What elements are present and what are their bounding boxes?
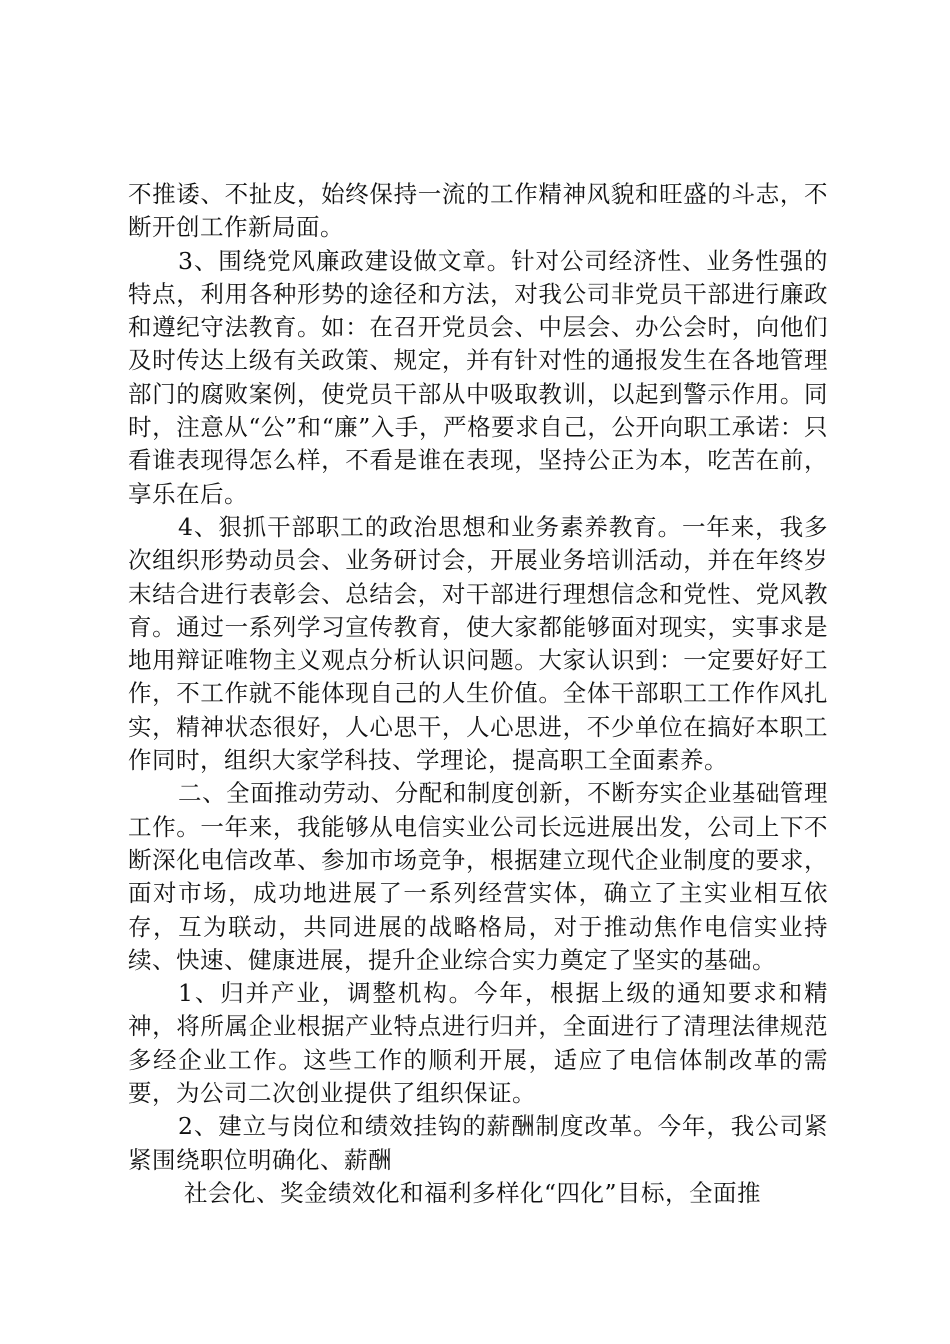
document-body — [128, 178, 828, 1210]
paragraph-item-4: 4、狠抓干部职工的政治思想和业务素养教育。一年来，我多次组织形势动员会、业务研讨会，开展业务培训活动，并在年终岁末结合进行表彰会、总结会，对干部进行理想信念和党性、党风教育。通过一系列学习宣传教育，使大家都能够面对现实，实事求是地用辩证唯物主义观点分析认识问题。大家认识到：一定要好好工作，不工作就不能体现自己的人生价值。全体干部职工工作作风扎实，精神状态很好，人心思干，人心思进，不少单位在搞好本职工作同时，组织大家学科技、学理论，提高职工全面素养。 — [128, 512, 828, 775]
paragraph-continuation: 不推诿、不扯皮，始终保持一流的工作精神风貌和旺盛的斗志，不断开创工作新局面。 — [128, 180, 828, 242]
paragraph-subitem-1: 1、归并产业，调整机构。今年，根据上级的通知要求和精神，将所属企业根据产业特点进行归并，全面进行了清理法律规范多经企业工作。这些工作的顺利开展，适应了电信体制改革的需要，为公司二次创业提供了组织保证。 — [128, 979, 828, 1108]
paragraph-section-2: 二、全面推动劳动、分配和制度创新，不断夯实企业基础管理工作。一年来，我能够从电信实业公司长远进展出发，公司上下不断深化电信改革、参加市场竞争，根据建立现代企业制度的要求，面对市场，成功地进展了一系列经营实体，确立了主实业相互依存，互为联动，共同进展的战略格局，对于推动焦作电信实业持续、快速、健康进展，提升企业综合实力奠定了坚实的基础。 — [128, 779, 828, 974]
paragraph-subitem-2: 2、建立与岗位和绩效挂钩的薪酬制度改革。今年，我公司紧紧围绕职位明确化、薪酬 — [128, 1112, 828, 1174]
paragraph-item-3: 3、围绕党风廉政建设做文章。针对公司经济性、业务性强的特点，利用各种形势的途径和方法，对我公司非党员干部进行廉政和遵纪守法教育。如：在召开党员会、中层会、办公会时，向他们及时传达上级有关政策、规定，并有针对性的通报发生在各地管理部门的腐败案例，使党员干部从中吸取教训，以起到警示作用。同时，注意从“公”和“廉”入手，严格要求自己，公开向职工承诺：只看谁表现得怎么样，不看是谁在表现，坚持公正为本，吃苦在前，享乐在后。 — [128, 246, 828, 508]
paragraph-fragment: 社会化、奖金绩效化和福利多样化“四化”目标，全面推 — [184, 1178, 762, 1207]
